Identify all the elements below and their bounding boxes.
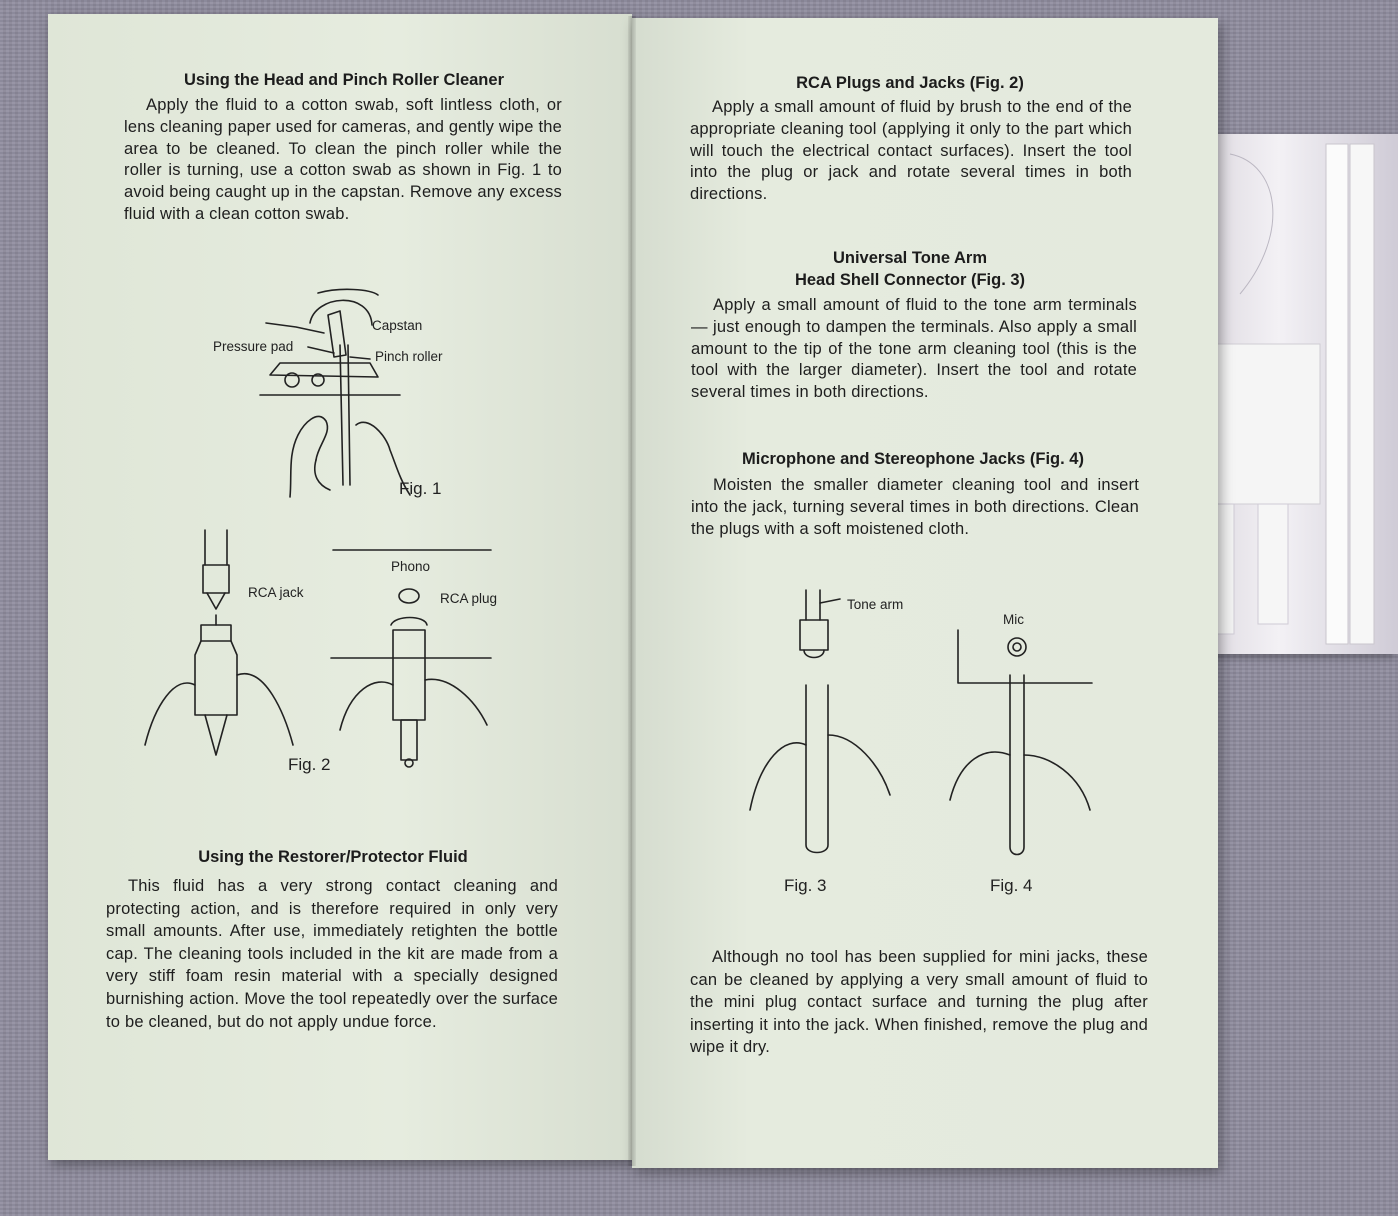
microphone-stereophone-jacks-heading: Microphone and Stereophone Jacks (Fig. 4) — [742, 450, 1084, 468]
restorer-protector-fluid-heading: Using the Restorer/Protector Fluid — [198, 848, 468, 866]
head-pinch-roller-cleaner-heading: Using the Head and Pinch Roller Cleaner — [184, 71, 504, 89]
fig1-pinch-roller-label: Pinch roller — [375, 349, 443, 364]
microphone-stereophone-jacks-text: Moisten the smaller diameter cleaning tool and insert into the jack, turning several times in both directions. Clean the plugs with a soft moistened cloth. — [691, 476, 1139, 538]
fig2-rca-jack-label: RCA jack — [248, 585, 304, 600]
fig3-caption: Fig. 3 — [784, 876, 827, 895]
fig3-tone-arm-label: Tone arm — [847, 597, 904, 612]
fig3-fig4-illustration — [740, 585, 1100, 865]
head-pinch-roller-cleaner-text: Apply the fluid to a cotton swab, soft lintless cloth, or lens cleaning paper used for cameras, and gently wipe the area to be cleaned. To clean the pinch roller while the roller is turning, use a cotton swab as shown in Fig. 1 to avoid being caught up in the capstan. Remove any excess fluid with a clean cotton swab. — [124, 96, 562, 223]
cleaning-tool-tray — [1200, 134, 1398, 654]
mini-jacks-text: Although no tool has been supplied for mini jacks, these can be cleaned by applying a very small amount of fluid to the mini plug contact surface and turning the plug after inserting it into the jack. When finished, remove the plug and wipe it dry. — [690, 948, 1148, 1057]
rca-plugs-jacks-heading: RCA Plugs and Jacks (Fig. 2) — [796, 74, 1024, 92]
restorer-protector-fluid-text: This fluid has a very strong contact cleaning and protecting action, and is therefore required in only very small amounts. After use, immediately retighten the bottle cap. The cleaning tools included in the kit are made from a very stiff foam resin material with a specially designed burnishing action. Move the tool repeatedly over the surface to be cleaned, but do not apply undue force. — [106, 877, 558, 1031]
page-fold — [628, 16, 636, 1166]
fig2-rca-plug-label: RCA plug — [440, 591, 498, 606]
fig2-caption: Fig. 2 — [288, 755, 331, 774]
fig1-caption: Fig. 1 — [399, 479, 442, 498]
universal-tone-arm-heading-line1: Universal Tone Arm — [832, 249, 988, 267]
fig4-mic-label: Mic — [1003, 612, 1024, 627]
fig4-caption: Fig. 4 — [990, 876, 1033, 895]
fig2-illustration — [135, 525, 505, 775]
fig1-pressure-pad-label: Pressure pad — [213, 339, 294, 354]
rca-plugs-jacks-text: Apply a small amount of fluid by brush to the end of the appropriate cleaning tool (applying it only to the part which will touch the electrical contact surfaces). Insert the tool into the plug or jack and rotate several times in both directions. — [690, 98, 1132, 204]
universal-tone-arm-heading-line2: Head Shell Connector (Fig. 3) — [794, 271, 1026, 289]
fig2-phono-label: Phono — [391, 559, 431, 574]
universal-tone-arm-text: Apply a small amount of fluid to the tone arm terminals — just enough to dampen the terminals. Also apply a small amount to the tip of the tone arm cleaning tool (this is the tool with the larger diameter). Insert the tool and rotate several times in both directions. — [691, 296, 1137, 402]
fig1-illustration — [200, 285, 490, 505]
fig1-capstan-label: Capstan — [372, 318, 423, 333]
